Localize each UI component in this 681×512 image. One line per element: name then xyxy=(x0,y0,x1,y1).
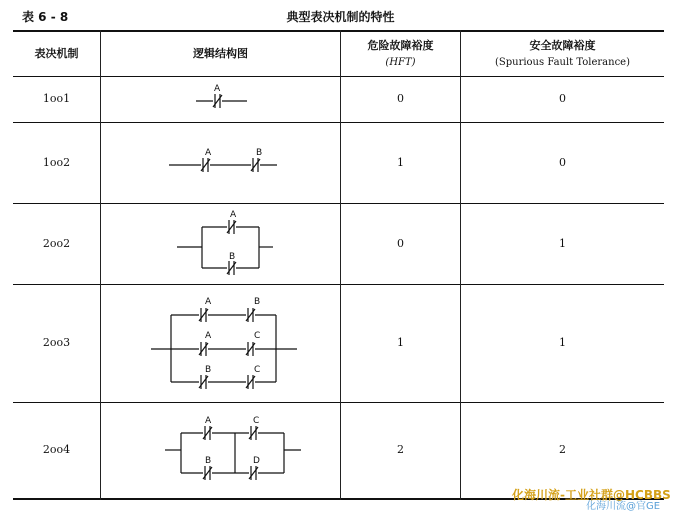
row-mechanism: 2oo4 xyxy=(42,443,71,457)
contact-label: A xyxy=(230,210,237,220)
logic-diagram-1oo2 xyxy=(101,123,340,203)
logic-diagram-2oo2 xyxy=(101,204,340,284)
table-label: 表 6 - 8 xyxy=(22,10,69,24)
contact-label: A xyxy=(205,331,212,341)
row-mechanism: 1oo2 xyxy=(42,155,71,169)
row-sft: 1 xyxy=(559,236,566,250)
row-sft: 1 xyxy=(559,336,566,350)
contact-label: D xyxy=(253,456,260,466)
logic-diagram-2oo4 xyxy=(101,403,340,498)
header-mechanism: 表决机制 xyxy=(34,46,79,60)
header-sft-line2: (Spurious Fault Tolerance) xyxy=(494,56,631,68)
header-hft-line2: (HFT) xyxy=(385,56,416,68)
row-mechanism: 2oo2 xyxy=(42,236,71,250)
contact-label: C xyxy=(253,416,260,426)
row-hft: 0 xyxy=(397,92,404,106)
logic-diagram-1oo1 xyxy=(101,77,340,122)
row-sft: 0 xyxy=(559,92,566,106)
row-sft: 0 xyxy=(559,155,566,169)
header-sft xyxy=(461,32,664,76)
voting-table xyxy=(13,30,664,500)
contact-label: A xyxy=(205,148,212,158)
contact-label: A xyxy=(205,416,212,426)
header-sft-line1: 安全故障裕度 xyxy=(529,39,596,53)
contact-label: C xyxy=(254,331,261,341)
row-sft: 2 xyxy=(559,443,566,457)
header-hft xyxy=(341,32,460,76)
contact-label: B xyxy=(205,365,212,375)
contact-label: A xyxy=(205,297,212,307)
logic-diagram-2oo3 xyxy=(101,285,340,402)
row-hft: 0 xyxy=(397,236,404,250)
row-mechanism: 1oo1 xyxy=(42,92,71,106)
row-hft: 1 xyxy=(397,155,404,169)
row-mechanism: 2oo3 xyxy=(42,336,71,350)
header-logic: 逻辑结构图 xyxy=(193,46,248,60)
contact-label: A xyxy=(214,84,221,94)
watermark-text: 化海川流-工业社群@HCBBS xyxy=(512,488,671,502)
watermark-subtext: 化海川流@官GE xyxy=(586,501,661,512)
contact-label: B xyxy=(256,148,263,158)
row-hft: 1 xyxy=(397,336,404,350)
contact-label: B xyxy=(254,297,261,307)
header-hft-line1: 危险故障裕度 xyxy=(367,39,434,53)
table-title: 典型表决机制的特性 xyxy=(286,10,395,24)
contact-label: C xyxy=(254,365,261,375)
contact-label: B xyxy=(205,456,212,466)
contact-label: B xyxy=(229,252,236,262)
row-hft: 2 xyxy=(397,443,404,457)
